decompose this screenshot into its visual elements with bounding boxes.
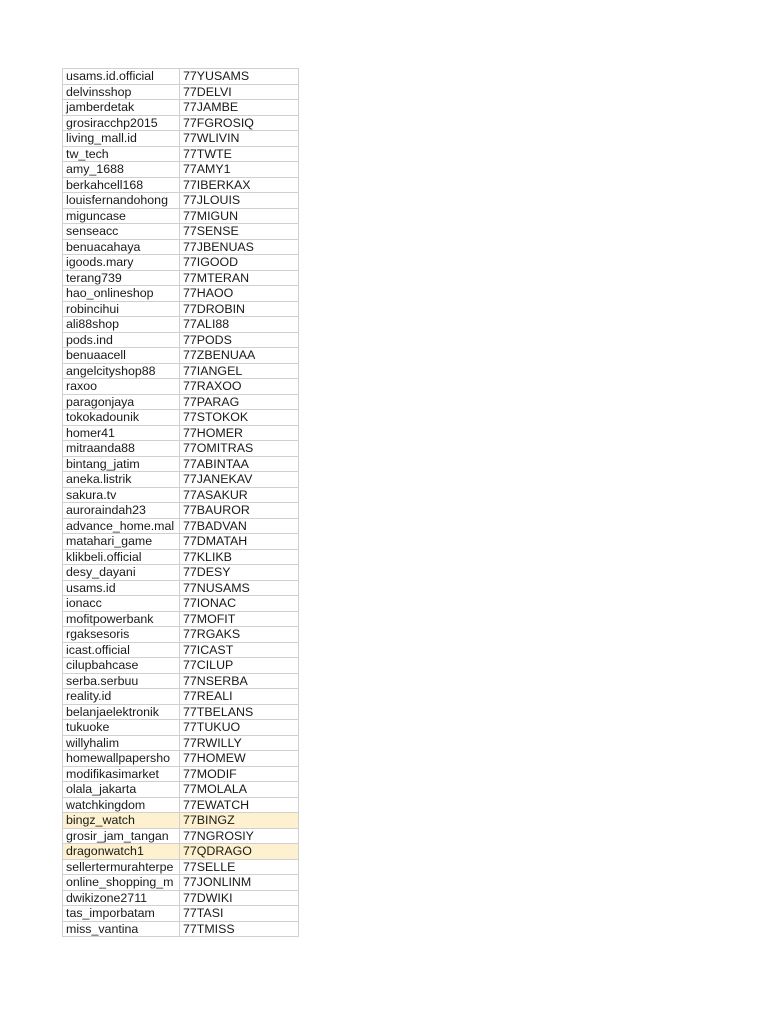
shop-name-cell[interactable]: reality.id (63, 689, 180, 705)
shop-name-cell[interactable]: senseacc (63, 224, 180, 240)
voucher-code-cell[interactable]: 77PARAG (180, 394, 299, 410)
table-row (63, 596, 299, 612)
voucher-code-cell[interactable]: 77FGROSIQ (180, 115, 299, 131)
shop-name-cell[interactable]: benuacahaya (63, 239, 180, 255)
shop-name-cell[interactable]: usams.id (63, 580, 180, 596)
voucher-code-cell[interactable]: 77MOLALA (180, 782, 299, 798)
voucher-code-cell[interactable]: 77KLIKB (180, 549, 299, 565)
voucher-code-cell[interactable]: 77PODS (180, 332, 299, 348)
voucher-code-cell[interactable]: 77ZBENUAA (180, 348, 299, 364)
shop-name-cell[interactable]: louisfernandohong (63, 193, 180, 209)
table-row (63, 689, 299, 705)
table-row (63, 301, 299, 317)
voucher-code-cell[interactable]: 77HOMER (180, 425, 299, 441)
shop-name-cell[interactable]: rgaksesoris (63, 627, 180, 643)
voucher-code-cell[interactable]: 77TBELANS (180, 704, 299, 720)
table-row (63, 782, 299, 798)
table-row (63, 813, 299, 829)
shop-name-cell[interactable]: desy_dayani (63, 565, 180, 581)
voucher-code-cell[interactable]: 77HAOO (180, 286, 299, 302)
voucher-code-cell[interactable]: 77YUSAMS (180, 69, 299, 85)
voucher-code-cell[interactable]: 77ABINTAA (180, 456, 299, 472)
table-row (63, 84, 299, 100)
table-row (63, 224, 299, 240)
table-row (63, 286, 299, 302)
shop-name-cell[interactable]: robincihui (63, 301, 180, 317)
shop-name-cell[interactable]: tokokadounik (63, 410, 180, 426)
table-row (63, 735, 299, 751)
voucher-code-cell[interactable]: 77NGROSIY (180, 828, 299, 844)
voucher-code-cell[interactable]: 77STOKOK (180, 410, 299, 426)
shop-name-cell[interactable]: auroraindah23 (63, 503, 180, 519)
table-row (63, 270, 299, 286)
table-row (63, 921, 299, 937)
voucher-code-cell[interactable]: 77BADVAN (180, 518, 299, 534)
voucher-code-cell[interactable]: 77JANEKAV (180, 472, 299, 488)
shop-name-cell[interactable]: mofitpowerbank (63, 611, 180, 627)
table-row (63, 565, 299, 581)
voucher-code-cell[interactable]: 77TASI (180, 906, 299, 922)
voucher-code-cell[interactable]: 77IONAC (180, 596, 299, 612)
voucher-code-cell[interactable]: 77RWILLY (180, 735, 299, 751)
table-row (63, 859, 299, 875)
table-row (63, 332, 299, 348)
table-row (63, 379, 299, 395)
shop-name-cell[interactable]: tw_tech (63, 146, 180, 162)
voucher-code-cell[interactable]: 77NUSAMS (180, 580, 299, 596)
shop-name-cell[interactable]: modifikasimarket (63, 766, 180, 782)
voucher-code-cell[interactable]: 77DMATAH (180, 534, 299, 550)
shop-name-cell[interactable]: klikbeli.official (63, 549, 180, 565)
voucher-code-cell[interactable]: 77RAXOO (180, 379, 299, 395)
shop-name-cell[interactable]: angelcityshop88 (63, 363, 180, 379)
table-row (63, 704, 299, 720)
voucher-code-cell[interactable]: 77REALI (180, 689, 299, 705)
shop-name-cell[interactable]: igoods.mary (63, 255, 180, 271)
voucher-code-cell[interactable]: 77BAUROR (180, 503, 299, 519)
voucher-code-cell[interactable]: 77TWTE (180, 146, 299, 162)
table-row (63, 410, 299, 426)
table-row (63, 487, 299, 503)
shop-name-cell[interactable]: grosiracchp2015 (63, 115, 180, 131)
table-row (63, 425, 299, 441)
shop-name-cell[interactable]: serba.serbuu (63, 673, 180, 689)
voucher-code-cell[interactable]: 77MTERAN (180, 270, 299, 286)
shop-name-cell[interactable]: delvinsshop (63, 84, 180, 100)
voucher-code-cell[interactable]: 77IANGEL (180, 363, 299, 379)
table-row (63, 751, 299, 767)
voucher-code-cell[interactable]: 77IGOOD (180, 255, 299, 271)
shop-name-cell[interactable]: dwikizone2711 (63, 890, 180, 906)
table-row (63, 720, 299, 736)
shop-name-cell[interactable]: benuaacell (63, 348, 180, 364)
shop-name-cell[interactable]: homewallpapersho (63, 751, 180, 767)
table-row (63, 580, 299, 596)
shop-name-cell[interactable]: advance_home.mal (63, 518, 180, 534)
table-row (63, 673, 299, 689)
voucher-code-cell[interactable]: 77ALI88 (180, 317, 299, 333)
table-row (63, 534, 299, 550)
table-row (63, 208, 299, 224)
voucher-code-cell[interactable]: 77MOFIT (180, 611, 299, 627)
table-row (63, 100, 299, 116)
shop-name-cell[interactable]: tukuoke (63, 720, 180, 736)
table-row (63, 177, 299, 193)
table-row (63, 890, 299, 906)
table-row (63, 797, 299, 813)
table-row (63, 844, 299, 860)
voucher-code-cell[interactable]: 77JLOUIS (180, 193, 299, 209)
voucher-code-cell[interactable]: 77OMITRAS (180, 441, 299, 457)
shop-name-cell[interactable]: icast.official (63, 642, 180, 658)
table-row (63, 146, 299, 162)
voucher-code-cell[interactable]: 77QDRAGO (180, 844, 299, 860)
shop-name-cell[interactable]: sakura.tv (63, 487, 180, 503)
voucher-code-cell[interactable]: 77JONLINM (180, 875, 299, 891)
voucher-code-cell[interactable]: 77JBENUAS (180, 239, 299, 255)
voucher-code-cell[interactable]: 77CILUP (180, 658, 299, 674)
shop-code-table (62, 68, 299, 937)
table-row (63, 363, 299, 379)
shop-name-cell[interactable]: belanjaelektronik (63, 704, 180, 720)
table-row (63, 627, 299, 643)
shop-name-cell[interactable]: miss_vantina (63, 921, 180, 937)
shop-name-cell[interactable]: living_mall.id (63, 131, 180, 147)
voucher-code-cell[interactable]: 77ICAST (180, 642, 299, 658)
voucher-code-cell[interactable]: 77DELVI (180, 84, 299, 100)
voucher-code-cell[interactable]: 77NSERBA (180, 673, 299, 689)
voucher-code-cell[interactable]: 77WLIVIN (180, 131, 299, 147)
spreadsheet (62, 68, 299, 937)
shop-name-cell[interactable]: terang739 (63, 270, 180, 286)
shop-name-cell[interactable]: usams.id.official (63, 69, 180, 85)
shop-name-cell[interactable]: aneka.listrik (63, 472, 180, 488)
table-row (63, 441, 299, 457)
table-row (63, 828, 299, 844)
voucher-code-cell[interactable]: 77ASAKUR (180, 487, 299, 503)
shop-name-cell[interactable]: raxoo (63, 379, 180, 395)
table-row (63, 115, 299, 131)
voucher-code-cell[interactable]: 77JAMBE (180, 100, 299, 116)
voucher-code-cell[interactable]: 77MODIF (180, 766, 299, 782)
shop-name-cell[interactable]: watchkingdom (63, 797, 180, 813)
table-row (63, 611, 299, 627)
voucher-code-cell[interactable]: 77SENSE (180, 224, 299, 240)
shop-name-cell[interactable]: mitraanda88 (63, 441, 180, 457)
voucher-code-cell[interactable]: 77IBERKAX (180, 177, 299, 193)
voucher-code-cell[interactable]: 77MIGUN (180, 208, 299, 224)
shop-name-cell[interactable]: bintang_jatim (63, 456, 180, 472)
voucher-code-cell[interactable]: 77DROBIN (180, 301, 299, 317)
table-row (63, 131, 299, 147)
shop-name-cell[interactable]: dragonwatch1 (63, 844, 180, 860)
table-row (63, 69, 299, 85)
shop-name-cell[interactable]: pods.ind (63, 332, 180, 348)
voucher-code-cell[interactable]: 77BINGZ (180, 813, 299, 829)
table-row (63, 456, 299, 472)
voucher-code-cell[interactable]: 77AMY1 (180, 162, 299, 178)
table-row (63, 348, 299, 364)
shop-name-cell[interactable]: ali88shop (63, 317, 180, 333)
table-row (63, 906, 299, 922)
voucher-code-cell[interactable]: 77TMISS (180, 921, 299, 937)
shop-name-cell[interactable]: ionacc (63, 596, 180, 612)
shop-name-cell[interactable]: cilupbahcase (63, 658, 180, 674)
shop-name-cell[interactable]: bingz_watch (63, 813, 180, 829)
shop-name-cell[interactable]: matahari_game (63, 534, 180, 550)
table-row (63, 875, 299, 891)
shop-name-cell[interactable]: berkahcell168 (63, 177, 180, 193)
shop-name-cell[interactable]: olala_jakarta (63, 782, 180, 798)
voucher-code-cell[interactable]: 77EWATCH (180, 797, 299, 813)
shop-name-cell[interactable]: amy_1688 (63, 162, 180, 178)
shop-name-cell[interactable]: miguncase (63, 208, 180, 224)
voucher-code-cell[interactable]: 77TUKUO (180, 720, 299, 736)
table-row (63, 549, 299, 565)
table-row (63, 503, 299, 519)
voucher-code-cell[interactable]: 77HOMEW (180, 751, 299, 767)
table-row (63, 518, 299, 534)
table-row (63, 255, 299, 271)
shop-name-cell[interactable]: tas_imporbatam (63, 906, 180, 922)
table-row (63, 766, 299, 782)
table-row (63, 642, 299, 658)
voucher-code-cell[interactable]: 77SELLE (180, 859, 299, 875)
voucher-code-cell[interactable]: 77DESY (180, 565, 299, 581)
shop-name-cell[interactable]: homer41 (63, 425, 180, 441)
shop-name-cell[interactable]: paragonjaya (63, 394, 180, 410)
table-row (63, 162, 299, 178)
table-row (63, 239, 299, 255)
shop-name-cell[interactable]: grosir_jam_tangan (63, 828, 180, 844)
shop-name-cell[interactable]: online_shopping_m (63, 875, 180, 891)
table-body (63, 69, 299, 937)
table-row (63, 193, 299, 209)
table-row (63, 658, 299, 674)
voucher-code-cell[interactable]: 77DWIKI (180, 890, 299, 906)
voucher-code-cell[interactable]: 77RGAKS (180, 627, 299, 643)
table-row (63, 317, 299, 333)
shop-name-cell[interactable]: hao_onlineshop (63, 286, 180, 302)
shop-name-cell[interactable]: sellertermurahterpe (63, 859, 180, 875)
shop-name-cell[interactable]: jamberdetak (63, 100, 180, 116)
table-row (63, 472, 299, 488)
table-row (63, 394, 299, 410)
shop-name-cell[interactable]: willyhalim (63, 735, 180, 751)
